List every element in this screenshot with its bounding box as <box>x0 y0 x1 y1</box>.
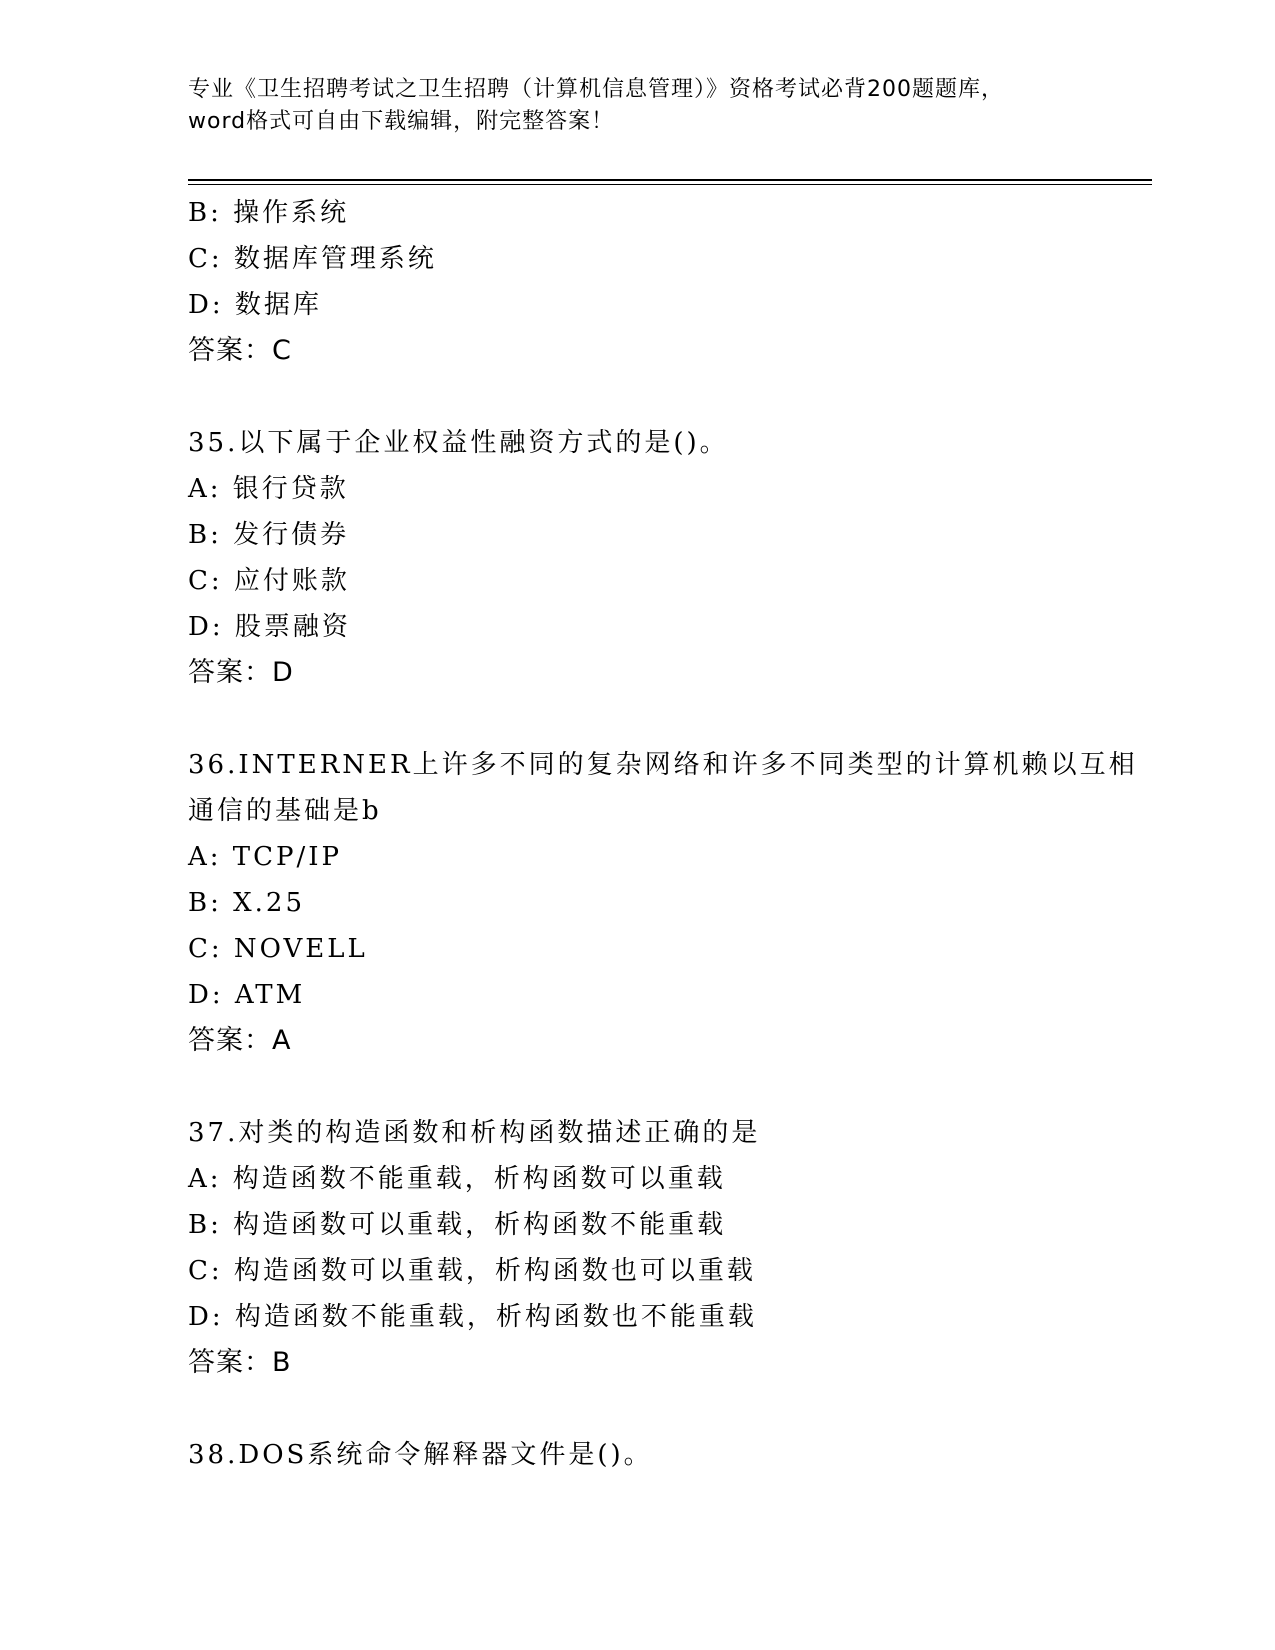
question-34 <box>188 190 1108 374</box>
option-a: A: TCP/IP <box>188 842 343 872</box>
question-text: 38.DOS系统命令解释器文件是()。 <box>188 1440 653 1470</box>
option-d: D: 股票融资 <box>188 612 351 642</box>
option-b: B: 构造函数可以重载，析构函数不能重载 <box>188 1210 727 1240</box>
question-38 <box>188 1432 1108 1478</box>
question-text-line-1: 36.INTERNER上许多不同的复杂网络和许多不同类型的计算机赖以互相 <box>188 750 1138 780</box>
spacer <box>188 374 1108 420</box>
option-b: B: 操作系统 <box>188 198 350 228</box>
spacer <box>188 1386 1108 1432</box>
header-title-line-2: word格式可自由下载编辑，附完整答案！ <box>188 109 615 134</box>
question-list <box>188 190 1138 1478</box>
question-37 <box>188 1110 1108 1386</box>
answer-line: 答案：C <box>188 335 292 366</box>
question-text: 37.对类的构造函数和析构函数描述正确的是 <box>188 1118 761 1148</box>
spacer <box>188 696 1108 742</box>
option-b: B: X.25 <box>188 888 305 918</box>
question-35 <box>188 420 1108 696</box>
option-d: D: 构造函数不能重载，析构函数也不能重载 <box>188 1302 757 1332</box>
answer-line: 答案：A <box>188 1025 292 1056</box>
question-text-line-2: 通信的基础是b <box>188 796 382 826</box>
option-d: D: ATM <box>188 980 306 1010</box>
option-c: C: NOVELL <box>188 934 368 964</box>
question-text: 35.以下属于企业权益性融资方式的是()。 <box>188 428 729 458</box>
spacer <box>188 1064 1108 1110</box>
header-title-line-1: 专业《卫生招聘考试之卫生招聘（计算机信息管理）》资格考试必背200题题库， <box>188 77 1004 102</box>
option-a: A: 银行贷款 <box>188 474 349 504</box>
option-d: D: 数据库 <box>188 290 322 320</box>
header-rule-thick <box>188 179 1152 181</box>
option-b: B: 发行债券 <box>188 520 350 550</box>
header-rule-thin <box>188 184 1152 185</box>
answer-line: 答案：D <box>188 657 294 688</box>
option-c: C: 构造函数可以重载，析构函数也可以重载 <box>188 1256 756 1286</box>
option-c: C: 数据库管理系统 <box>188 244 437 274</box>
document-header <box>188 74 1088 138</box>
option-a: A: 构造函数不能重载，析构函数可以重载 <box>188 1164 726 1194</box>
answer-line: 答案：B <box>188 1347 292 1378</box>
option-c: C: 应付账款 <box>188 566 350 596</box>
question-36 <box>188 742 1138 1064</box>
